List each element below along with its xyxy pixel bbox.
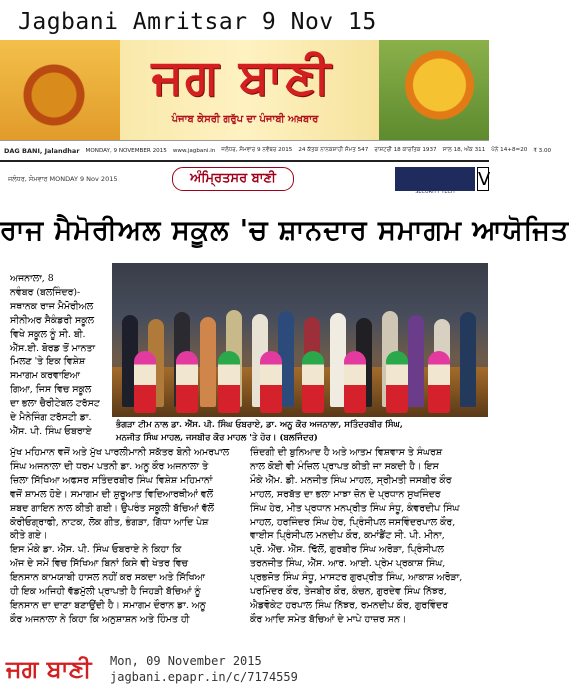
text-line: ਇਨਸਾਨ ਦਾ ਦਾਣਾ ਬਣਾਉਂਦੀ ਹੈ। ਸਮਾਗਮ ਦੌਰਾਨ ਡਾ. ਅਨੂ xyxy=(10,599,206,611)
text-line: ਨਵੰਬਰ (ਬਲਜਿੰਦਰ)- xyxy=(10,286,81,298)
masthead-banner xyxy=(0,40,489,140)
photo-person xyxy=(408,315,424,407)
section-badge: ਅੰਮ੍ਰਿਤਸਰ ਬਾਣੀ xyxy=(172,167,294,191)
text-line: ਸਿੰਘ ਹੇਰ, ਮੀਤ ਪ੍ਰਧਾਨ ਮਨਪ੍ਰੀਤ ਸਿੰਘ ਸੰਧੂ, ਕੰਵਰਦੀਪ ਸਿੰਘ xyxy=(250,502,460,514)
text-line: ਅਜਨਾਲਾ, 8 xyxy=(10,273,54,284)
photo-dancer xyxy=(344,351,366,413)
edition-strip xyxy=(0,140,552,162)
masthead-tagline: ਪੰਜਾਬ ਕੇਸਰੀ ਗਰੁੱਪ ਦਾ ਪੰਜਾਬੀ ਅਖ਼ਬਾਰ xyxy=(171,114,319,125)
photo-caption xyxy=(112,418,488,446)
text-line: ਤਰਨਜੀਤ ਸਿੰਘ, ਐੱਸ. ਆਰ. ਆਈ. ਪ੍ਰੇਮ ਪ੍ਰਕਾਸ਼ ਸਿੰਘ, xyxy=(250,558,446,570)
text-line: ਗਿਆ, ਜਿਸ ਵਿਚ ਸਕੂਲ xyxy=(10,384,92,396)
article-intro xyxy=(10,272,108,439)
text-line: ਕੌਰ ਅਜਨਾਲਾ ਨੇ ਕਿਹਾ ਕਿ ਅਨੁਸ਼ਾਸ਼ਨ ਅਤੇ ਹਿੰਮਤ ਹੀ xyxy=(10,613,190,625)
text-line: ਪਰਮਿੰਦਰ ਕੌਰ, ਤੇਜਬੀਰ ਕੌਰ, ਕੰਚਨ, ਗੁਰਦੇਵ ਸਿੰਘ ਨਿੱਝਰ, xyxy=(250,586,447,598)
edition-item: ਜਲੰਧਰ, ਸੋਮਵਾਰ 9 ਨਵੰਬਰ 2015 xyxy=(221,147,293,153)
edition-item: ਰਾਸ਼ਟਰੀ 18 ਕਾਰਤਿਕ 1937 xyxy=(374,147,437,153)
edition-item: ਸਾਲ 18, ਅੰਕ 311 xyxy=(442,147,486,153)
caption-line: ਭੰਗੜਾ ਟੀਮ ਨਾਲ ਡਾ. ਐੱਸ. ਪੀ. ਸਿੰਘ ਓਬਰਾਏ, ਡਾ. ਅਨੂ ਕੌਰ ਅਜਨਾਲਾ, ਸਤਿੰਦਰਬੀਰ ਸਿੰਘ, xyxy=(116,420,403,430)
article-headline: ਰਾਜ ਮੈਮੋਰੀਅਲ ਸਕੂਲ 'ਚ ਸ਼ਾਨਦਾਰ ਸਮਾਗਮ ਆਯੋਜਿਤ xyxy=(0,215,569,246)
text-line: ਕੋਰੀਓਗ੍ਰਾਫੀ, ਨਾਟਕ, ਲੋਕ ਗੀਤ, ਭੰਗੜਾ, ਗਿੱਧਾ ਆਦਿ ਪੇਸ਼ xyxy=(10,516,209,528)
text-line: ਸਿੰਘ ਅਜਨਾਲਾ ਦੀ ਧਰਮ ਪਤਨੀ ਡਾ. ਅਨੂ ਕੌਰ ਅਜਨਾਲਾ ਤੇ xyxy=(10,460,209,472)
deity-illustration xyxy=(379,40,489,140)
article-body-left xyxy=(10,446,242,627)
edition-site: www.jagbani.in xyxy=(172,147,216,154)
text-line: ਵਿਖੇ ਸਕੂਲ ਨੂੰ ਸੀ. ਬੀ. xyxy=(10,328,86,340)
text-line: ਹੀ ਇਕ ਅਜਿਹੀ ਵੱਡਮੁੱਲੀ ਪ੍ਰਾਪਤੀ ਹੈ ਜਿਹੜੀ ਬੱਚਿਆਂ ਨੂੰ xyxy=(10,586,201,598)
photo-person xyxy=(460,312,476,407)
edition-date: MONDAY, 9 NOVEMBER 2015 xyxy=(85,147,167,154)
text-line: ਇਸ ਮੌਕੇ ਡਾ. ਐੱਸ. ਪੀ. ਸਿੰਘ ਓਬਰਾਏ ਨੇ ਕਿਹਾ ਕਿ xyxy=(10,544,182,556)
text-line: ਪ੍ਰਭਜੋਤ ਸਿੰਘ ਸੰਧੂ, ਮਾਸਟਰ ਗੁਰਪ੍ਰੀਤ ਸਿੰਘ, ਆਕਾਸ਼ ਅਰੋੜਾ, xyxy=(250,572,463,584)
text-line: ਸਥਾਨਕ ਰਾਜ ਮੈਮੋਰੀਅਲ xyxy=(10,300,94,312)
text-line: ਵਜੋਂ ਸ਼ਾਮਲ ਹੋਏ। ਸਮਾਗਮ ਦੀ ਸ਼ੁਰੂਆਤ ਵਿਦਿਆਰਥੀਆਂ ਵਲੋਂ xyxy=(10,488,213,500)
text-line: ਜ਼ਿੰਦਗੀ ਦੀ ਬੁਨਿਆਦ ਹੈ ਅਤੇ ਆਤਮ ਵਿਸ਼ਵਾਸ ਤੇ ਸੰਘਰਸ਼ xyxy=(250,447,443,458)
photo-dancer xyxy=(134,351,156,413)
photo-dancer xyxy=(218,351,240,413)
text-line: ਮੌਕੇ ਐੱਮ. ਡੀ. ਮਨਜੀਤ ਸਿੰਘ ਮਾਹਲ, ਸ੍ਰੀਮਤੀ ਜਸਬੀਰ ਕੌਰ xyxy=(250,474,452,486)
article-photo xyxy=(112,263,488,417)
ad-mark: V xyxy=(478,169,491,190)
photo-dancer xyxy=(428,351,450,413)
masthead-logo: ਜਗ ਬਾਣੀ xyxy=(151,49,333,105)
text-line: ਮਾਹਲ, ਹਰਜਿੰਦਰ ਸਿੰਘ ਹੇਰ, ਪ੍ਰਿੰਸੀਪਲ ਜਸਵਿੰਦਰਪਾਲ ਕੌਰ, xyxy=(250,516,456,528)
text-line: ਸ਼ਬਦ ਗਾਇਨ ਨਾਲ ਕੀਤੀ ਗਈ। ਉਪਰੰਤ ਸਕੂਲੀ ਬੱਚਿਆਂ ਵੱਲੋਂ xyxy=(10,502,214,514)
section-dateline: ਜਲੰਧਰ, ਸੋਮਵਾਰ MONDAY 9 Nov 2015 xyxy=(8,175,118,183)
footer-url[interactable]: jagbani.epapr.in/c/7174559 xyxy=(110,670,298,684)
caption-line: ਮਨਜੀਤ ਸਿੰਘ ਮਾਹਲ, ਜਸਬੀਰ ਕੌਰ ਮਾਹਲ 'ਤੇ ਹੋਰ। (ਬਲਜਿੰਦਰ) xyxy=(116,433,318,443)
text-line: ਵਾਈਸ ਪ੍ਰਿੰਸੀਪਲ ਮਨਦੀਪ ਕੌਰ, ਕਮਾਂਡੈਂਟ ਸੀ. ਪੀ. ਮੀਨਾ, xyxy=(250,530,445,542)
text-line: ਦਾ ਭਲਾ ਚੈਰੀਟੇਬਲ ਟਰੱਸਟ xyxy=(10,398,100,410)
text-line: ਕੌਰ ਆਦਿ ਸਮੇਤ ਬੱਚਿਆਂ ਦੇ ਮਾਪੇ ਹਾਜ਼ਰ ਸਨ। xyxy=(250,613,407,625)
photo-dancer xyxy=(386,351,408,413)
text-line: ਇਨਸਾਨ ਕਾਮਯਾਬੀ ਹਾਸਲ ਨਹੀਂ ਕਰ ਸਕਦਾ ਅਤੇ ਸਿੱਖਿਆ xyxy=(10,572,205,584)
ad-block xyxy=(395,167,475,191)
section-header xyxy=(0,163,489,193)
edition-item: 24 ਕੱਤਕ ਨਾਨਕਸ਼ਾਹੀ ਸੰਮਤ 547 xyxy=(298,147,369,153)
text-line: ਐੱਸ. ਪੀ. ਸਿੰਘ ਓਬਰਾਏ xyxy=(10,425,92,437)
text-line: ਮਾਹਲ, ਸਰਬੱਤ ਦਾ ਭਲਾ ਮਾਝਾ ਜ਼ੋਨ ਦੇ ਪ੍ਰਧਾਨ ਸੁਖਜਿੰਦਰ xyxy=(250,488,441,500)
text-line: ਮਿਲਣ 'ਤੇ ਇਕ ਵਿਸ਼ੇਸ਼ xyxy=(10,356,86,368)
ad-subtext: SECURITY TECH xyxy=(415,189,455,195)
text-line: ਐਡਵੋਕੇਟ ਹਰਪਾਲ ਸਿੰਘ ਨਿੱਝਰ, ਰਮਨਦੀਪ ਕੌਰ, ਗੁਰਵਿੰਦਰ xyxy=(250,599,449,611)
festive-lamp-illustration xyxy=(0,40,120,140)
text-line: ਸੀਨੀਅਰ ਸੈਕੰਡਰੀ ਸਕੂਲ xyxy=(10,314,94,326)
photo-dancer xyxy=(176,351,198,413)
text-line: ਐੱਸ.ਈ. ਬੋਰਡ ਤੋਂ ਮਾਨਤਾ xyxy=(10,342,96,354)
text-line: ਮੁੱਖ ਮਹਿਮਾਨ ਵਜੋਂ ਅਤੇ ਮੁੱਖ ਪਾਰਲੀਮਾਨੀ ਸਕੱਤਰ ਬੋਨੀ ਅਮਰਪਾਲ xyxy=(10,447,230,458)
text-line: ਦੇ ਮੈਨੇਜਿੰਗ ਟਰੱਸਟੀ ਡਾ. xyxy=(10,412,92,424)
photo-dancer xyxy=(302,351,324,413)
photo-person xyxy=(200,317,216,407)
edition-name: DAG BANI, Jalandhar xyxy=(4,146,80,155)
clipping-footer xyxy=(0,650,489,690)
adjacent-ad xyxy=(369,167,491,195)
photo-dancer xyxy=(260,351,282,413)
text-line: ਕੀਤੇ ਗਏ। xyxy=(10,530,48,542)
text-line: ਨਾਲ ਕੋਈ ਵੀ ਮੰਜ਼ਿਲ ਪ੍ਰਾਪਤ ਕੀਤੀ ਜਾ ਸਕਦੀ ਹੈ। ਇਸ xyxy=(250,460,439,472)
clipping-title: Jagbani Amritsar 9 Nov 15 xyxy=(0,0,489,40)
text-line: ਅੱਜ ਦੇ ਸਮੇਂ ਵਿਚ ਸਿੱਖਿਆ ਬਿਨਾਂ ਕਿਸੇ ਵੀ ਖੇਤਰ ਵਿਚ xyxy=(10,558,188,570)
article-body-right xyxy=(250,446,486,627)
edition-item: ₹ 3.00 xyxy=(533,147,552,154)
text-line: ਜ਼ਿਲਾ ਸਿੱਖਿਆ ਅਫਸਰ ਸਤਿੰਦਰਬੀਰ ਸਿੰਘ ਵਿਸ਼ੇਸ਼ ਮਹਿਮਾਨਾਂ xyxy=(10,474,213,486)
text-line: ਸਮਾਗਮ ਕਰਵਾਇਆ xyxy=(10,370,80,382)
edition-item: ਪੰਨੇ 14+8=20 xyxy=(491,147,528,153)
footer-logo: ਜਗ ਬਾਣੀ xyxy=(6,655,92,683)
footer-date: Mon, 09 November 2015 xyxy=(110,654,262,668)
text-line: ਪ੍ਰੋ. ਐੱਚ. ਐੱਸ. ਢਿੱਲੋਂ, ਗੁਰਬੀਰ ਸਿੰਘ ਅਰੋੜਾ, ਪ੍ਰਿੰਸੀਪਲ xyxy=(250,544,444,556)
